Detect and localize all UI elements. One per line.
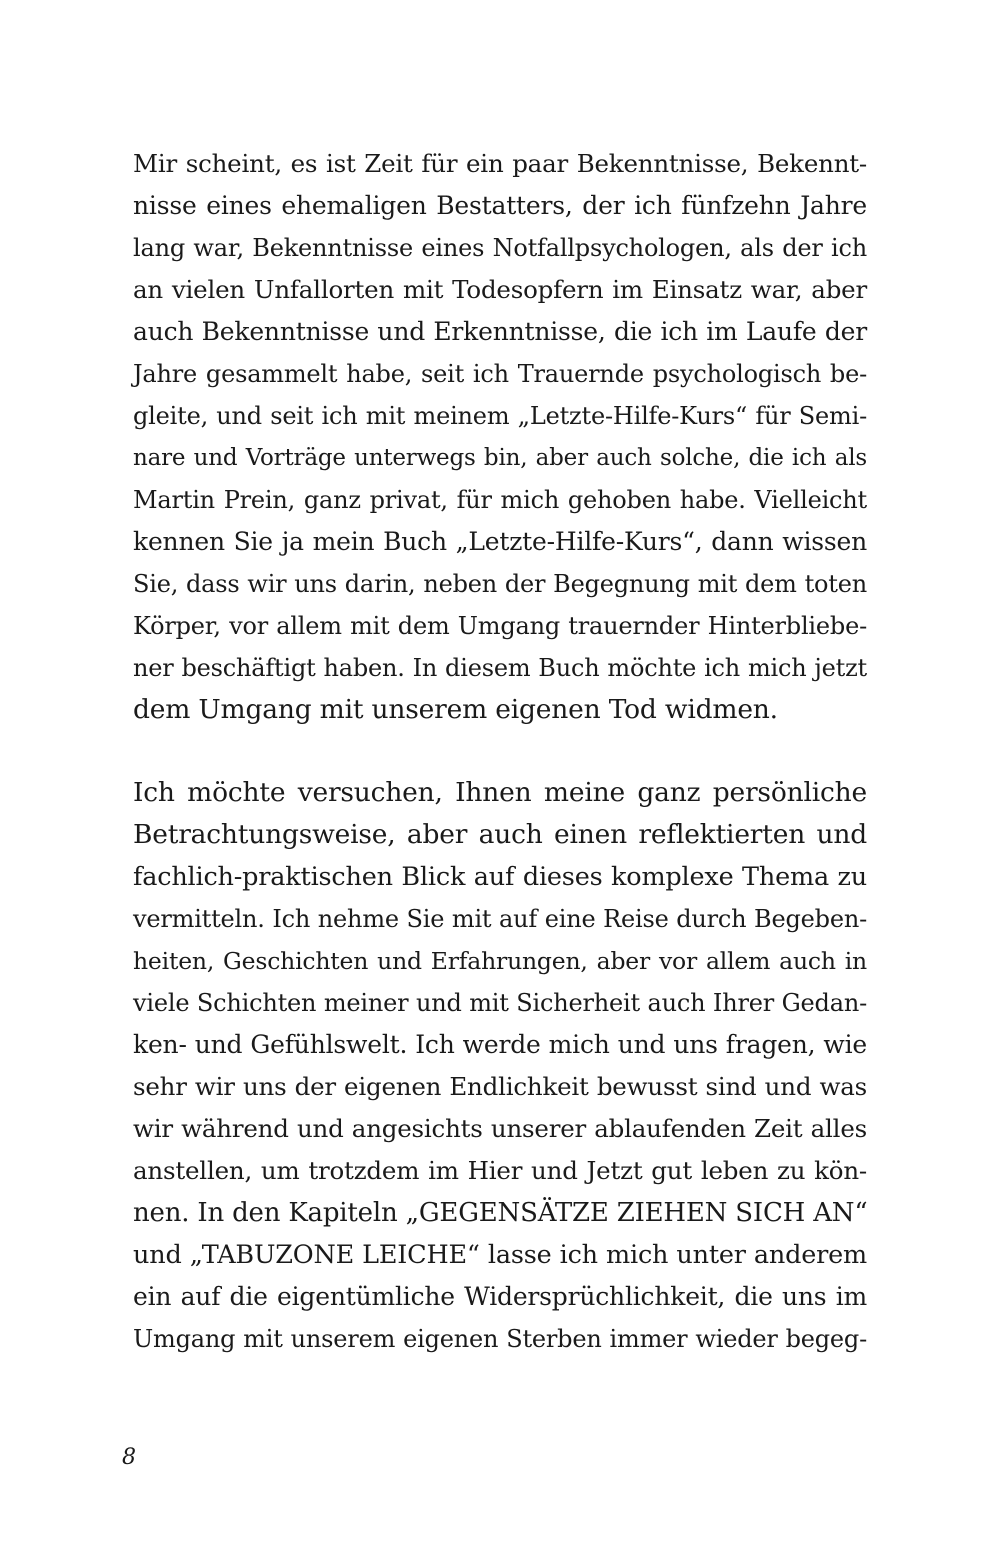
text-line: Jahre gesammelt habe, seit ich Trauernde psychologisch be- xyxy=(133,360,867,388)
text-line: vermitteln. Ich nehme Sie mit auf eine Reise durch Begeben- xyxy=(133,905,867,933)
text-line: Mir scheint, es ist Zeit für ein paar Bekenntnisse, Bekennt- xyxy=(133,149,867,178)
text-line: nare und Vorträge unterwegs bin, aber auch solche, die ich als xyxy=(133,445,867,471)
text-line: Martin Prein, ganz privat, für mich gehoben habe. Vielleicht xyxy=(133,486,867,514)
text-line: Umgang mit unserem eigenen Sterben immer wieder begeg- xyxy=(133,1325,867,1353)
text-line: ken- und Gefühlswelt. Ich werde mich und uns fragen, wie xyxy=(133,1030,867,1059)
text-line: heiten, Geschichten und Erfahrungen, aber vor allem auch in xyxy=(133,947,867,975)
text-line: ner beschäftigt haben. In diesem Buch möchte ich mich jetzt xyxy=(133,654,867,682)
text-line: auch Bekenntnisse und Erkenntnisse, die ich im Laufe der xyxy=(133,317,867,346)
text-line: sehr wir uns der eigenen Endlichkeit bewusst sind und was xyxy=(133,1072,867,1101)
text-line: anstellen, um trotzdem im Hier und Jetzt gut leben zu kön- xyxy=(133,1156,867,1185)
text-line: Sie, dass wir uns darin, neben der Begegnung mit dem toten xyxy=(133,570,867,598)
text-line: wir während und angesichts unserer ablaufenden Zeit alles xyxy=(133,1114,867,1143)
text-line: dem Umgang mit unserem eigenen Tod widmen. xyxy=(133,694,778,725)
text-line: ein auf die eigentümliche Widersprüchlichkeit, die uns im xyxy=(133,1282,867,1311)
text-line: gleite, und seit ich mit meinem „Letzte-Hilfe-Kurs“ für Semi- xyxy=(133,402,867,430)
text-line: nen. In den Kapiteln „GEGENSÄTZE ZIEHEN SICH AN“ xyxy=(133,1198,868,1228)
paragraph-2 xyxy=(133,772,867,1360)
text-line: an vielen Unfallorten mit Todesopfern im Einsatz war, aber xyxy=(133,275,867,304)
text-line: fachlich-praktischen Blick auf dieses komplexe Thema zu xyxy=(133,862,867,892)
text-line: und „TABUZONE LEICHE“ lasse ich mich unter anderem xyxy=(133,1240,867,1270)
text-line: lang war, Bekenntnisse eines Notfallpsychologen, als der ich xyxy=(133,234,867,262)
page-number: 8 xyxy=(122,1445,136,1470)
text-line: Ich möchte versuchen, Ihnen meine ganz persönliche xyxy=(133,777,867,808)
text-line: nisse eines ehemaligen Bestatters, der ich fünfzehn Jahre xyxy=(133,191,867,220)
text-line: Betrachtungsweise, aber auch einen reflektierten und xyxy=(133,819,867,850)
paragraph-1 xyxy=(133,143,867,731)
text-line: viele Schichten meiner und mit Sicherheit auch Ihrer Gedan- xyxy=(133,989,867,1017)
text-line: kennen Sie ja mein Buch „Letzte-Hilfe-Kurs“, dann wissen xyxy=(133,527,867,556)
text-line: Körper, vor allem mit dem Umgang trauernder Hinterbliebe- xyxy=(133,612,867,640)
